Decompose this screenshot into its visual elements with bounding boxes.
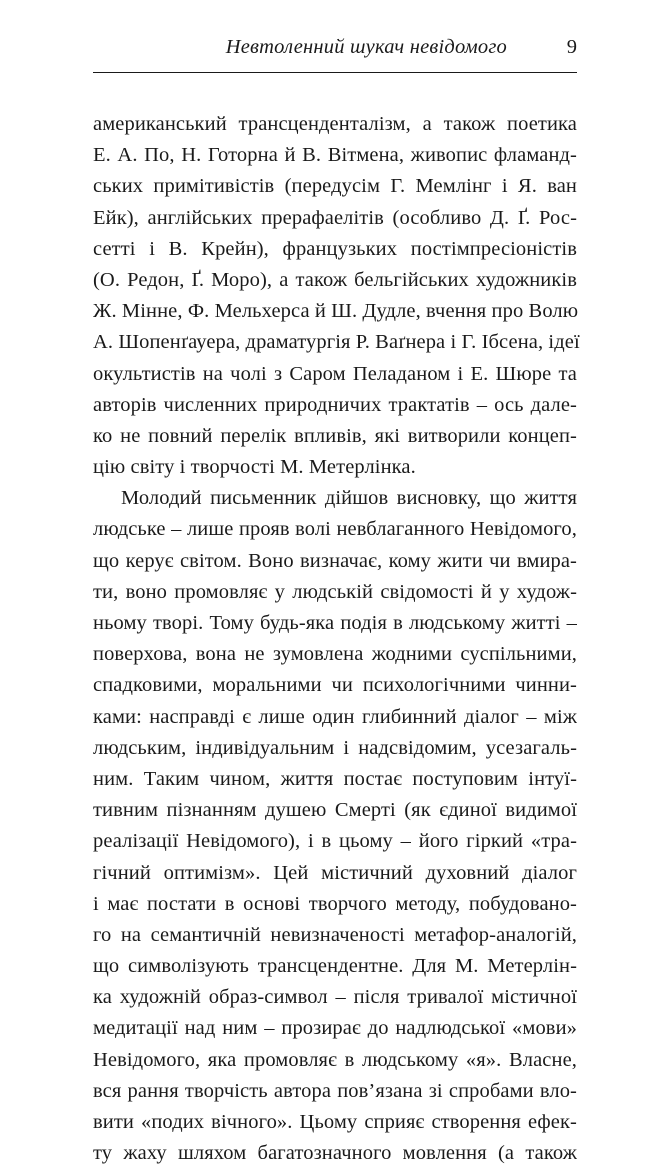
text-line: сетті і В. Крейн), французьких постімпресіоністів <box>93 237 577 260</box>
text-line: вся рання творчість автора пов’язана зі спробами вло- <box>93 1079 577 1102</box>
text-line: ками: насправді є лише один глибинний діалог – між <box>93 705 577 728</box>
text-line: А. Шопенґауера, драматургія Р. Ваґнера і Г. Ібсена, ідеї <box>93 331 580 354</box>
text-line: цію світу і творчості М. Метерлінка. <box>93 456 416 479</box>
text-line: реалізації Невідомого), і в цьому – його гіркий «тра- <box>93 830 577 853</box>
text-line: людське – лише прояв волі невблаганного Невідомого, <box>93 518 577 541</box>
text-line: медитації над ним – прозирає до надлюдської «мови» <box>93 1017 577 1040</box>
text-line: (О. Редон, Ґ. Моро), а також бельгійських художників <box>93 268 577 291</box>
text-line: американський трансценденталізм, а також поетика <box>93 113 577 135</box>
text-line: окультистів на чолі з Саром Пеладаном і Е. Шюре та <box>93 362 577 385</box>
text-line: вити «подих вічного». Цьому сприяє створення ефек- <box>93 1111 577 1133</box>
text-line: Невідомого, яка промовляє в людському «я». Власне, <box>93 1048 577 1071</box>
text-line: і має постати в основі творчого методу, побудовано- <box>93 892 577 915</box>
body-text <box>93 109 580 1169</box>
text-line: що керує світом. Воно визначає, кому жити чи вмира- <box>93 549 577 572</box>
text-line: ту жаху шляхом багатозначного мовлення (а також <box>93 1142 577 1165</box>
text-line: ним. Таким чином, життя постає поступовим інтуї- <box>93 767 577 790</box>
text-line: тивним пізнанням душею Смерті (як єдиної видимої <box>93 799 577 822</box>
text-line: ських примітивістів (передусім Г. Мемлінг і Я. ван <box>93 175 577 198</box>
text-line: що символізують трансцендентне. Для М. Метерлін- <box>93 955 577 978</box>
text-line: Ж. Мінне, Ф. Мельхерса й Ш. Дудле, вчення про Волю <box>93 300 579 323</box>
text-line: людським, індивідуальним і надсвідомим, усезагаль- <box>93 736 577 759</box>
text-line: поверхова, вона не зумовлена жодними суспільними, <box>93 643 577 666</box>
text-line: ти, воно промовляє у людській свідомості й у худож- <box>93 580 577 603</box>
page-header <box>93 30 577 70</box>
text-line: ка художній образ-символ – після тривалої містичної <box>93 986 577 1009</box>
text-line: авторів численних природничих трактатів – ось дале- <box>93 393 577 416</box>
text-line: го на семантичній невизначеності метафор-аналогій, <box>93 923 577 946</box>
text-line: Е. А. По, Н. Готорна й В. Вітмена, живопис фламанд- <box>93 144 577 167</box>
running-title: Невтоленний шукач невідомого <box>225 36 507 58</box>
text-line: Ейк), англійських прерафаелітів (особливо Д. Ґ. Рос- <box>93 206 577 229</box>
text-line: ньому творі. Тому будь-яка подія в людському житті – <box>93 612 577 634</box>
header-rule <box>93 72 577 73</box>
text-line: ко не повний перелік впливів, які витворили концеп- <box>93 424 577 447</box>
text-line: гічний оптимізм». Цей містичний духовний діалог <box>93 861 577 884</box>
page-number: 9 <box>566 36 577 58</box>
text-line: Молодий письменник дійшов висновку, що життя <box>121 487 577 510</box>
text-line: спадковими, моральними чи психологічними чинни- <box>93 674 577 697</box>
